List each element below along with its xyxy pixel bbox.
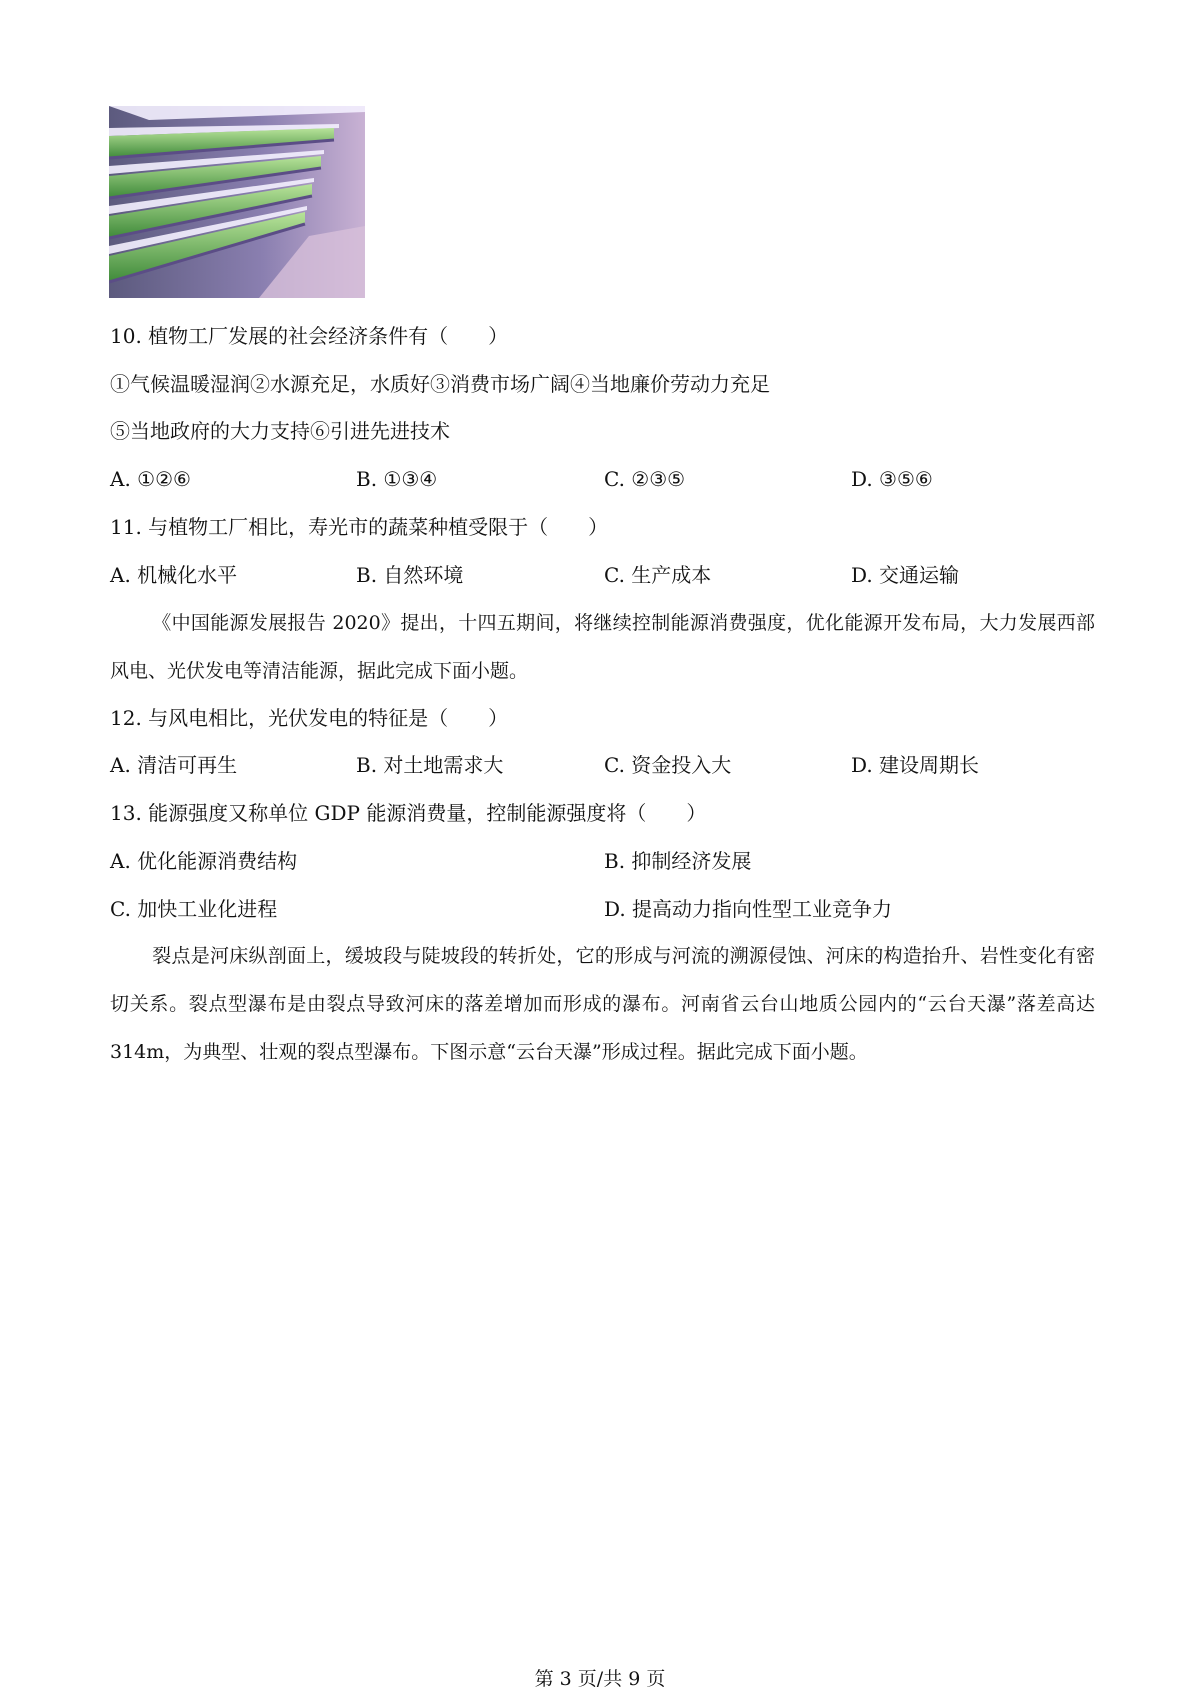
question-11-option-c: C. 生产成本 — [604, 563, 712, 587]
question-10-option-c: C. ②③⑤ — [604, 467, 686, 491]
question-13-option-b: B. 抑制经济发展 — [604, 849, 752, 873]
question-10-option-d: D. ③⑤⑥ — [851, 467, 933, 491]
plant-factory-image — [109, 106, 365, 298]
waterfall-passage-text: 裂点是河床纵剖面上，缓坡段与陡坡段的转折处，它的形成与河流的溯源侵蚀、河床的构造抬升、岩性变化有密切关系。裂点型瀑布是由裂点导致河床的落差增加而形成的瀑布。河南省云台山地质公园内的“云台天瀑”落差高达 314m，为典型、壮观的裂点型瀑布。下图示意“云台天瀑”形成过程。据此完成下面小题。 — [110, 945, 1095, 1063]
page-number-footer: 第 3 页/共 9 页 — [534, 1668, 666, 1690]
question-12-option-b: B. 对土地需求大 — [356, 753, 504, 777]
question-11-option-d: D. 交通运输 — [851, 563, 960, 587]
question-13-option-c: C. 加快工业化进程 — [110, 897, 278, 921]
question-13-option-d: D. 提高动力指向性型工业竞争力 — [604, 897, 893, 921]
question-13-stem: 13. 能源强度又称单位 GDP 能源消费量，控制能源强度将（ ） — [110, 801, 707, 825]
question-11-option-a: A. 机械化水平 — [110, 563, 238, 587]
energy-passage-text: 《中国能源发展报告 2020》提出，十四五期间，将继续控制能源消费强度，优化能源开发布局，大力发展西部风电、光伏发电等清洁能源，据此完成下面小题。 — [110, 612, 1095, 682]
question-12-option-c: C. 资金投入大 — [604, 753, 732, 777]
question-11-option-b: B. 自然环境 — [356, 563, 464, 587]
question-13-option-a: A. 优化能源消费结构 — [110, 849, 298, 873]
question-10-statement-2: ⑤当地政府的大力支持⑥引进先进技术 — [110, 419, 450, 443]
question-10-stem: 10. 植物工厂发展的社会经济条件有（ ） — [110, 324, 509, 348]
question-12-stem: 12. 与风电相比，光伏发电的特征是（ ） — [110, 706, 509, 730]
question-11-stem: 11. 与植物工厂相比，寿光市的蔬菜种植受限于（ ） — [110, 515, 609, 539]
question-10-option-a: A. ①②⑥ — [110, 467, 191, 491]
question-12-option-d: D. 建设周期长 — [851, 753, 980, 777]
waterfall-passage — [110, 932, 1095, 1076]
question-10-statement-1: ①气候温暖湿润②水源充足，水质好③消费市场广阔④当地廉价劳动力充足 — [110, 372, 770, 396]
question-12-option-a: A. 清洁可再生 — [110, 753, 238, 777]
energy-passage — [110, 599, 1095, 695]
plant-factory-photo — [109, 106, 365, 298]
question-10-option-b: B. ①③④ — [356, 467, 438, 491]
